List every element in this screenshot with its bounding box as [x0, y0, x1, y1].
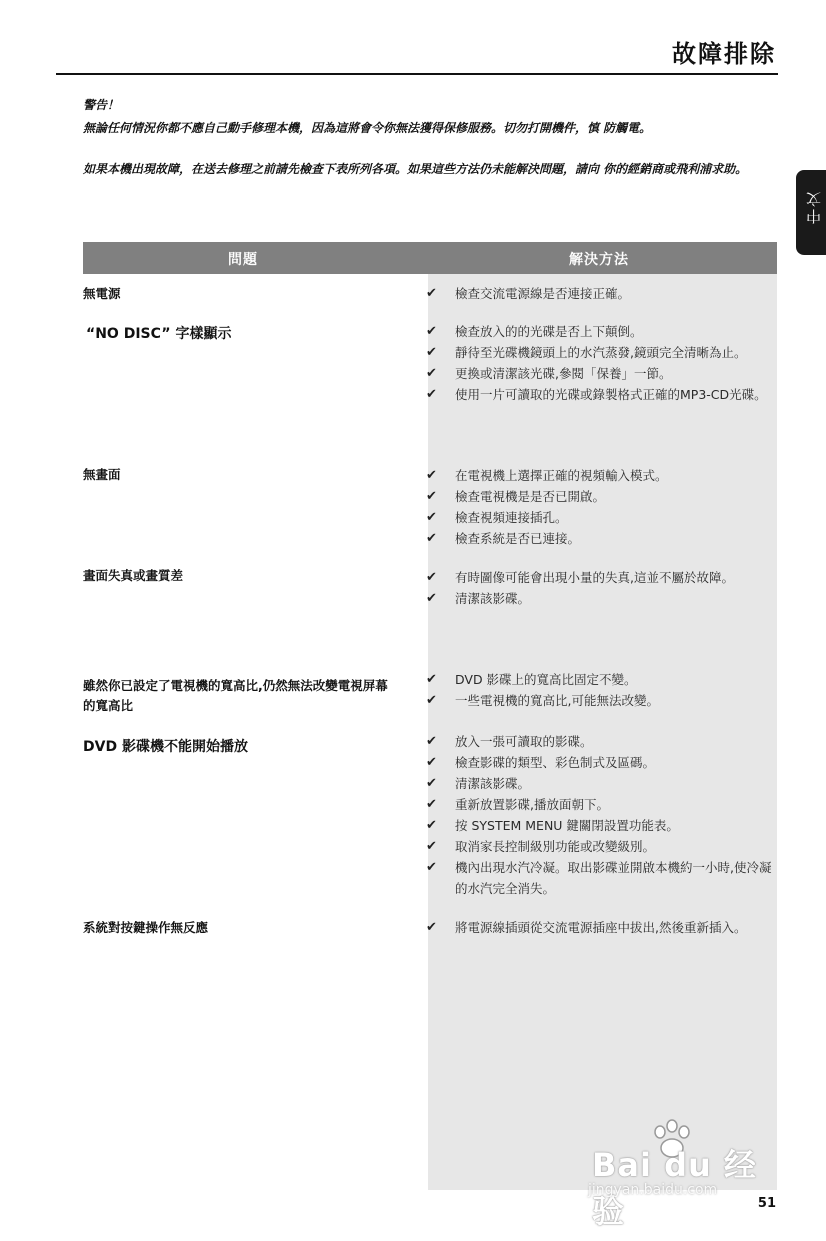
check-icon: ✔ — [426, 755, 437, 770]
watermark-brand: Bai du 经验 — [592, 1146, 757, 1230]
warning-text: 無論任何情況你都不應自己動手修理本機，因為這將會令你無法獲得保修服務。切勿打開機件，慎 防觸電。 — [83, 121, 652, 135]
check-icon: ✔ — [426, 531, 437, 546]
solution-item: ✔ 按 SYSTEM MENU 鍵關閉設置功能表。 — [426, 815, 778, 836]
solution-item: ✔ 機內出現水汽冷凝。取出影碟並開啟本機約一小時,使冷凝的水汽完全消失。 — [426, 857, 778, 899]
language-tab-label: 中文 — [805, 190, 823, 224]
solution-item: ✔ 放入一張可讀取的影碟。 — [426, 731, 778, 752]
check-icon: ✔ — [426, 920, 437, 935]
solution-item: ✔ 檢查放入的的光碟是否上下顛倒。 — [426, 321, 778, 342]
solution-item: ✔ 檢查電視機是是否已開啟。 — [426, 486, 778, 507]
solution-item: ✔ 一些電視機的寬高比,可能無法改變。 — [426, 690, 778, 711]
advice-text: 如果本機出現故障，在送去修理之前請先檢查下表所列各項。如果這些方法仍未能解決問題，請向 你的經銷商或飛利浦求助。 — [83, 162, 748, 176]
solution-item: ✔ 重新放置影碟,播放面朝下。 — [426, 794, 778, 815]
solution-list-6 — [426, 731, 778, 899]
page-title: 故障排除 — [672, 40, 776, 68]
table-header — [83, 242, 777, 274]
problem-row-3: 無畫面 — [83, 467, 121, 482]
check-icon: ✔ — [426, 489, 437, 504]
check-icon: ✔ — [426, 734, 437, 749]
problem-row-1: 無電源 — [83, 286, 121, 301]
problem-row-4: 畫面失真或畫質差 — [83, 568, 184, 583]
check-icon: ✔ — [426, 818, 437, 833]
solution-list-3 — [426, 465, 778, 549]
solution-item: ✔ 清潔該影碟。 — [426, 588, 778, 609]
language-tab — [796, 170, 826, 255]
header-solution: 解決方法 — [569, 252, 629, 268]
warning-block — [83, 94, 783, 181]
check-icon: ✔ — [426, 860, 437, 875]
check-icon: ✔ — [426, 468, 437, 483]
header-problem: 問題 — [228, 252, 258, 268]
check-icon: ✔ — [426, 324, 437, 339]
solution-item: ✔ 在電視機上選擇正確的視頻輸入模式。 — [426, 465, 778, 486]
check-icon: ✔ — [426, 387, 437, 402]
solution-item: ✔ 檢查交流電源線是否連接正確。 — [426, 283, 778, 304]
solution-list-5 — [426, 669, 778, 711]
watermark-url: jingyan.baidu.com — [588, 1182, 718, 1198]
solution-list-2 — [426, 321, 778, 405]
check-icon: ✔ — [426, 672, 437, 687]
solution-item: ✔ 有時圖像可能會出現小量的失真,這並不屬於故障。 — [426, 567, 778, 588]
check-icon: ✔ — [426, 776, 437, 791]
solution-item: ✔ 檢查視頻連接插孔。 — [426, 507, 778, 528]
problem-row-5: 雖然你已設定了電視機的寬高比,仍然無法改變電視屏幕的寬高比 — [83, 678, 388, 713]
check-icon: ✔ — [426, 510, 437, 525]
check-icon: ✔ — [426, 570, 437, 585]
solution-item: ✔ 清潔該影碟。 — [426, 773, 778, 794]
check-icon: ✔ — [426, 693, 437, 708]
problem-row-2: “NO DISC” 字樣顯示 — [86, 326, 232, 342]
title-divider — [56, 73, 778, 75]
check-icon: ✔ — [426, 286, 437, 301]
solution-item: ✔ 將電源線插頭從交流電源插座中拔出,然後重新插入。 — [426, 917, 778, 938]
warning-label: 警告！ — [83, 98, 120, 112]
solution-item: ✔ 使用一片可讀取的光碟或錄製格式正確的MP3-CD光碟。 — [426, 384, 778, 405]
solution-item: ✔ DVD 影碟上的寬高比固定不變。 — [426, 669, 778, 690]
solution-list-7 — [426, 917, 778, 938]
check-icon: ✔ — [426, 366, 437, 381]
solution-list-1 — [426, 283, 778, 304]
check-icon: ✔ — [426, 591, 437, 606]
solution-item: ✔ 檢查系統是否已連接。 — [426, 528, 778, 549]
check-icon: ✔ — [426, 345, 437, 360]
solution-item: ✔ 更換或清潔該光碟,參閱「保養」一節。 — [426, 363, 778, 384]
problem-row-7: 系統對按鍵操作無反應 — [83, 920, 209, 935]
solution-item: ✔ 靜待至光碟機鏡頭上的水汽蒸發,鏡頭完全清晰為止。 — [426, 342, 778, 363]
check-icon: ✔ — [426, 797, 437, 812]
problem-row-6: DVD 影碟機不能開始播放 — [83, 739, 248, 755]
page-number: 51 — [757, 1196, 776, 1211]
check-icon: ✔ — [426, 839, 437, 854]
solution-item: ✔ 檢查影碟的類型、彩色制式及區碼。 — [426, 752, 778, 773]
solution-item: ✔ 取消家長控制級別功能或改變級別。 — [426, 836, 778, 857]
solution-list-4 — [426, 567, 778, 609]
